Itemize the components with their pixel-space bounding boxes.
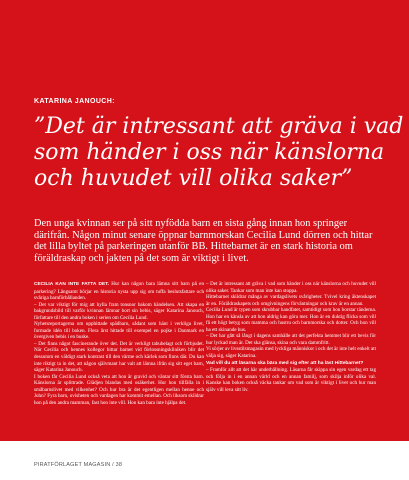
body-paragraph: Nyhetsreportagerna om upphittade spädbarn, sådant som hänt i verkliga livet, formade idén till boken. Flera årst hittade till exempel en pojke i Danmark en övergiven bebis i en buske. bbox=[34, 321, 204, 341]
body-paragraph: – Det har gått så långt i dagens samhälle att det perfekta hemmet blir ett bevis för hur lyckad man är. Det ska glänsa, skina och vara dammfritt. bbox=[206, 333, 376, 346]
pull-quote-line: och huvudet vill olika saker” bbox=[34, 166, 353, 191]
body-column-left bbox=[34, 281, 204, 406]
byline: KATARINA JANOUCH: bbox=[34, 98, 115, 105]
body-paragraph: Hittebarnet skildrar många av vardagslivets svårigheter. Tvivel kring äktenskapet är en. Föräldraskapets och omgivningens förväntningar och krav är en annan. bbox=[206, 294, 376, 307]
body-paragraph: – Framför allt att det här underhållning. Läsarna får skippa sin egen vardag ett tag och följa in i en annan värld och en annan familj, som skilja inför olika val. Kanske kan boken också väcka tankar om vad som är viktigt i livet och hur man själv vill leva sitt liv. bbox=[206, 367, 376, 393]
body-paragraph: – Det är intressant att gräva i vad som händer i oss när känslorna och huvudet vill olika saker. Tankar som man inte kan stoppa. bbox=[206, 281, 376, 294]
body-paragraph: – Det var viktigt för mig att hylla fram tonsnor bakom händelsen. Att skapa en bakgrundsbild till varför kvinnan lämnar bort sin bebis, säger Katarina Janouch, författare till den andra boken i serien om Cecilia Lund. bbox=[34, 301, 204, 321]
body-paragraph: I boken får Cecilia Lund också veta att hon är gravid och väntar sitt första barn. Känslorna är splittrade. Glädjen blandas med osäkerhet. Hur hon tillfälla in i småbarnslivet med vilkenhet? Och hur bra är det egentligen mellan henne och John? Fyra barn, ovisheten och vardagen har kommit emellan. Och liksom skildrar hon på den andra mamman, fast hon inte vill. Hon kan bara inte hjälpa det. bbox=[34, 373, 204, 406]
body-paragraph: CECILIA KAN INTE FATTA DET. Hur kan någon bara lämna sitt barn på en parkering? Långsamt börjar en historia nysta upp sig om tuffa beslutsfattare och svåriga barnförhållanden. bbox=[34, 281, 204, 302]
pull-quote-line: som händer i oss när känslorna bbox=[34, 140, 385, 165]
body-paragraph: Vi sörjer av livsstilsmagasin med lyckliga människor i och det är inte helt enkelt att välja sig, säger Katarina. bbox=[206, 346, 377, 360]
pull-quote-line: ”Det är intressant att gräva i vad bbox=[34, 114, 404, 139]
page-footer: PIRATFÖRLAGET MAGASIN / 38 bbox=[34, 462, 123, 468]
run-in-heading: CECILIA KAN INTE FATTA DET. bbox=[34, 282, 109, 287]
body-column-right bbox=[206, 281, 376, 393]
pull-quote bbox=[34, 114, 406, 192]
body-paragraph: Vad vill du att läsarna ska bära med sig efter att ha läst Hittebarnet? bbox=[206, 360, 364, 366]
body-paragraph: Cecilia Lund är typen som skrubbar handfatet, samtidigt som hon borstar tänderna. Hon har en känsla av att hon aldrig kan göra mer. Hon är en duktig flicka som vill få ett högt betyg som mamma och hustru och barnmorska och dotter. Och hon vill ha ett skinande hus. bbox=[206, 307, 376, 333]
body-paragraph: – Det finns något fascinerande över det. Det är verkligt tabubelagt och förbjudet. När Cecilia och hennes kollegor hittar barnet vid förlossningskliniken blir det dessutom en väldigt stark kontrast till den värme och kärlek som finns där. Du kan inte riktigt ta in det, att någon självmant har valt att lämna ifrån sig sitt eget barn, säger Katarina Janouch. bbox=[34, 340, 204, 374]
lead-paragraph: Den unga kvinnan ser på sitt nyfödda barn en sista gång innan hon springer därifrån. Någon minut senare öppnar barnmorskan Cecilia Lund dörren och hittar det lilla byltet på parkeringen utanför BB. Hittebarnet är en stark historia om föräldraskap och jakten på det som är viktigt i livet. bbox=[34, 218, 373, 264]
